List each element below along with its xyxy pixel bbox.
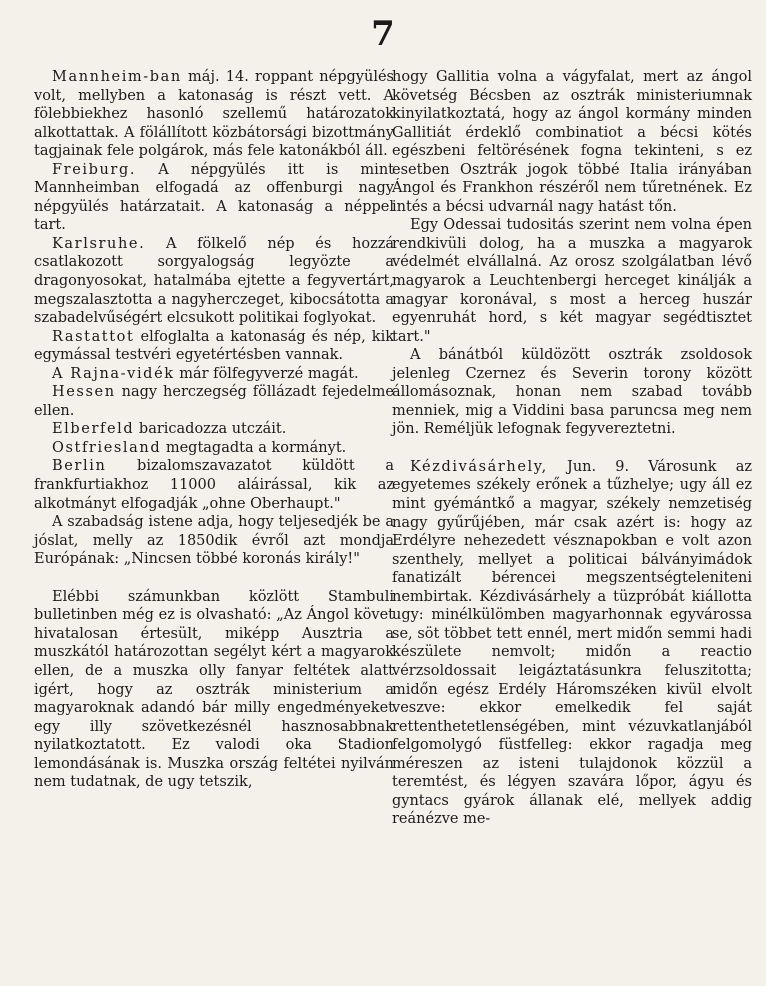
paragraph-rajna: A Rajna-vidék már fölfegyverzé magát. — [52, 365, 359, 382]
page-number: 7 — [371, 14, 395, 54]
paragraph-odessa: Egy Odessai tudositás szerint nem volna épen rendkivüli dolog, ha a muszka a magyarok védelmét elvállalná. Az orosz szolgálatban lévő magyarok a Leuchtenbergi herceget kinálják a magyar koronával, s most a herceg huszár egyenruhát hord, s két magyar segédtisztet tart." — [392, 217, 752, 345]
paragraph-berlin: Berlin bizalomszavazatot küldött a frankfurtiakhoz 11000 aláirással, kik az alkotmányt elfogadják „ohne Oberhaupt." — [34, 458, 394, 512]
paragraph-mannheim: Mannheim-ban máj. 14. roppant népgyülés volt, mellyben a katonaság is részt vett. A fölebbiekhez hasonló szellemű határozatok alkottattak. A fölállított közbátorsági bizottmány tagjainak fele polgárok, más fele katonákból áll. — [34, 69, 394, 160]
paragraph-freiburg: Freiburg. A népgyülés itt is mint Mannheimban elfogadá az offenburgi nagy népgyülés határzatait. A katonaság a néppel tart. — [34, 161, 394, 234]
paragraph-karlsruhe: Karlsruhe. A fölkelő nép és hozzá csatlakozott sorgyalogság legyözte a dragonyosokat, hatalmába ejtette a fegyvertárt, megszalasztotta a nagyherczeget, kibocsátotta a szabadelvűségért elcsukott politikai foglyokat. — [34, 235, 394, 327]
paragraph-kezdivasarhely: Kézdivásárhely, Jun. 9. Városunk az egyetemes székely erőnek a tűzhelye; ugy áll ez mint gyémántkő a magyar, székely nemzetiség nagy gyűrűjében, már csak azért is: hogy az Erdélyre nehezedett vésznapokban e volt azon szenthely, mellyet a politicai bálványimádok fanatizált bérencei megszentségteleniteni nembirtak. Kézdivásárhely a tüzpróbát kiállotta ugy: minélkülömben magyarhonnak egyvárossa se, söt többet tett ennél, mert midőn semmi hadi készülete nemvolt; midőn a reactio vérzsoldossait leigáztatásunkra feluszitotta; midőn egész Erdély Háromszéken kivül elvolt veszve: ekkor emelkedik fel saját rettenthetetlenségében, mint vézuvkatlanjából felgomolygó füstfelleg: ekkor ragadja meg méreszen az isteni tulajdonok közzül a teremtést, és légyen szavára lőpor, ágyu és gyntacs gyárok állanak elé, mellyek addig reánézve me- — [392, 458, 752, 828]
paragraph-hessen: Hessen nagy herczegség föllázadt fejedelme ellen. — [34, 384, 394, 419]
paragraph-rastatt: Rastattot elfoglalta a katonaság és nép, kik egymással testvéri egyetértésben vannak. — [34, 328, 394, 364]
paragraph-szabadsag: A szabadság istene adja, hogy teljesedjék be a jóslat, melly az 1850dik évről azt mondja Európának: „Nincsen többé koronás király!" — [34, 514, 394, 568]
paragraph-gallitia: hogy Gallitia volna a vágyfalat, mert az ángol követség Bécsben az osztrák ministeriumnak kinyilatkoztatá, hogy az ángol kormány minden Gallitiát érdeklő combinatiot a bécsi kötés egészbeni feltörésének fogna tekinteni, s ez esetben Osztrák jogok többé Italia irányában Ángol és Frankhon részéről nem tűretnének. Ez intés a bécsi udvarnál nagy hatást tőn. — [392, 69, 752, 215]
left-column — [34, 68, 394, 792]
paragraph-ostfriesland: Ostfriesland megtagadta a kormányt. — [52, 439, 347, 456]
paragraph-elberfeld: Elberfeld baricadozza utczáit. — [52, 421, 287, 438]
right-column — [392, 68, 752, 829]
paragraph-banat: A bánátból küldözött osztrák zsoldosok jelenleg Czernez és Severin torony között állomásoznak, honan nem szabad tovább menniek, mig a Viddini basa paruncsa meg nem jön. Reméljük lefognak fegyvereztetni. — [392, 347, 752, 438]
paragraph-stambul: Elébbi számunkban közlött Stambuli bulletinben még ez is olvasható: „Az Ángol követ hivatalosan értesült, miképp Ausztria a muszkától határozottan segélyt kért a magyarok ellen, de a muszka olly fanyar feltétek alatt igért, hogy az osztrák ministerium a magyaroknak adandó bár milly engedményeket egy illy szövetkezésnél hasznosabbnak nyilatkoztatott. Ez valodi oka Stadion lemondásának is. Muszka ország feltétei nyilván nem tudatnak, de ugy tetszik, — [34, 588, 394, 791]
